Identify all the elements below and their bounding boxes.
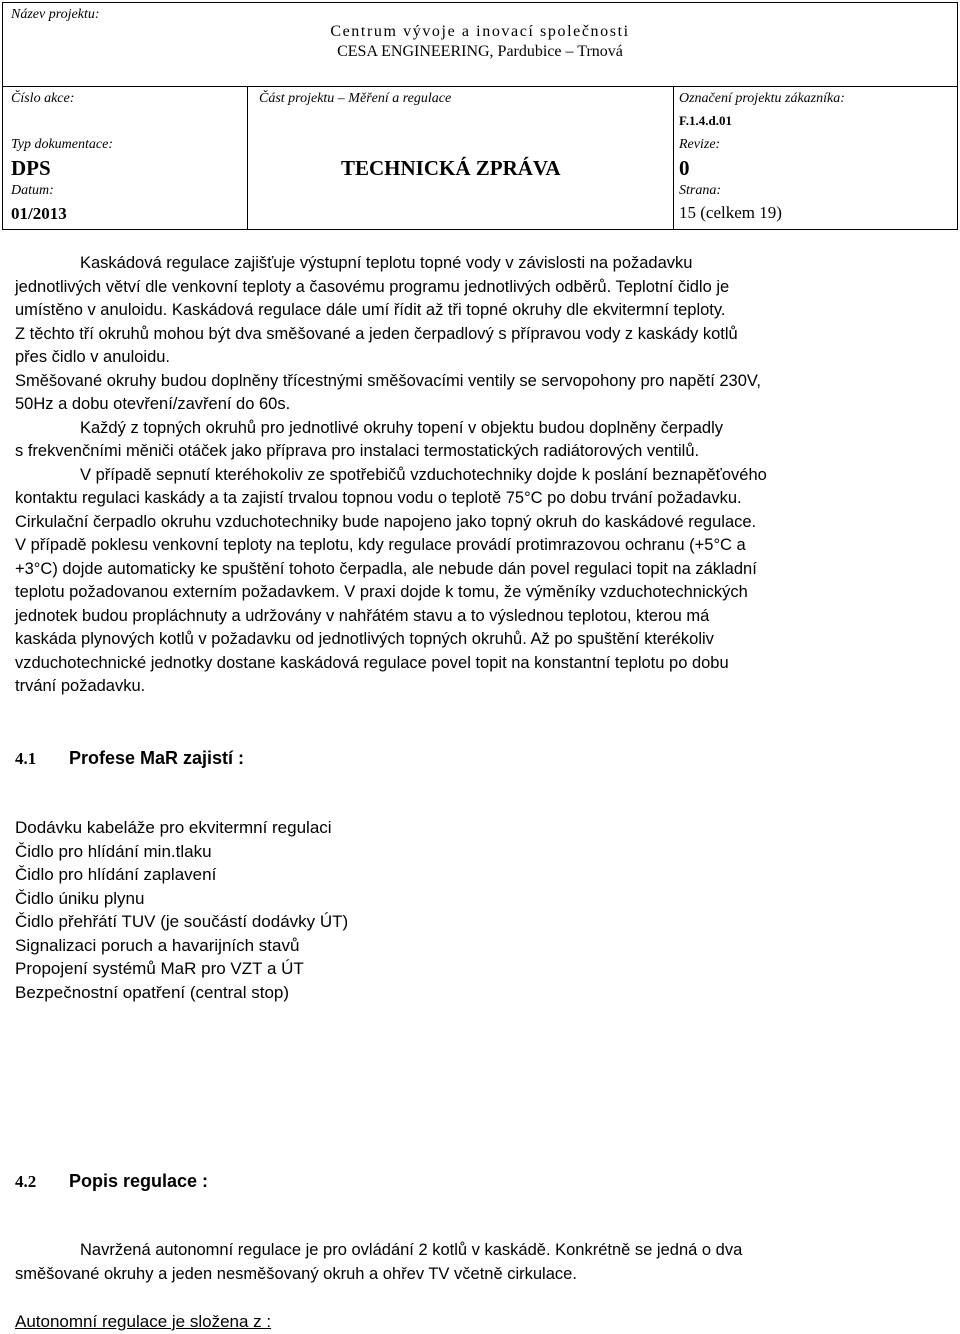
project-name-line1: Centrum vývoje a inovací společnosti <box>330 23 630 40</box>
revision-value: 0 <box>679 156 690 180</box>
date-value: 01/2013 <box>11 204 67 223</box>
paragraph-line: s frekvenčními měniči otáček jako příprava pro instalaci termostatických radiátorových ventilů. <box>15 442 700 460</box>
section-title: Popis regulace : <box>69 1171 209 1191</box>
paragraph-line: jednotek budou propláchnuty a udržovány v nahřátém stavu a to výslednou teplotou, kterou má <box>15 606 710 625</box>
paragraph-line: Směšované okruhy budou doplněny třícestnými směšovacími ventily se servopohony pro napětí 230V, <box>15 371 761 390</box>
paragraph-line: trvání požadavku. <box>15 677 146 695</box>
page-label: Strana: <box>679 183 721 198</box>
paragraph-line: vzduchotechnické jednotky dostane kaskádová regulace povel topit na konstantní teplotu po dobu <box>15 653 729 672</box>
document-header-table <box>2 2 958 230</box>
paragraph-line: směšované okruhy a jeden nesměšovaný okruh a ohřev TV včetně cirkulace. <box>15 1264 577 1283</box>
revision-label: Revize: <box>679 137 721 152</box>
date-label: Datum: <box>11 183 54 198</box>
paragraph-line: Navržená autonomní regulace je pro ovládání 2 kotlů v kaskádě. Konkrétně se jedná o dva <box>80 1241 743 1259</box>
client-designation-value: F.1.4.d.01 <box>679 113 732 128</box>
section-heading-4-1 <box>15 748 244 769</box>
paragraph-line: +3°C) dojde automaticky ke spuštění tohoto čerpadla, ale nebude dán povel regulaci topit na základní <box>15 559 757 578</box>
list-item: Dodávku kabeláže pro ekvitermní regulaci <box>15 818 332 837</box>
action-number-label: Číslo akce: <box>11 91 75 106</box>
paragraph-line: Z těchto tří okruhů mohou být dva směšované a jeden čerpadlový s přípravou vody z kaskády kotlů <box>15 324 738 343</box>
section-heading-4-2 <box>15 1171 208 1192</box>
project-name-line2: CESA ENGINEERING, Pardubice – Trnová <box>337 43 623 60</box>
doc-type-label: Typ dokumentace: <box>11 137 113 152</box>
project-part-label: Část projektu – Měření a regulace <box>259 91 452 106</box>
section-number: 4.2 <box>15 1172 37 1191</box>
project-name-label: Název projektu: <box>11 7 100 22</box>
regulation-description-paragraph-2 <box>15 1239 950 1286</box>
mar-deliverables-list <box>15 816 348 1004</box>
list-item: Čidlo přehřátí TUV (je součástí dodávky ÚT) <box>15 912 349 931</box>
paragraph-line: 50Hz a dobu otevření/zavření do 60s. <box>15 395 291 413</box>
header-divider-right <box>673 87 674 229</box>
client-designation-label: Označení projektu zákazníka: <box>679 91 845 106</box>
section-number: 4.1 <box>15 749 37 768</box>
section-title: Profese MaR zajistí : <box>69 748 245 768</box>
paragraph-line: umístěno v anuloidu. Kaskádová regulace dále umí řídit až tři topné okruhy dle ekvitermní teploty. <box>15 301 726 319</box>
header-project-row <box>3 3 957 87</box>
paragraph-line: Kaskádová regulace zajišťuje výstupní teplotu topné vody v závislosti na požadavku <box>80 254 693 272</box>
paragraph-line: V případě sepnutí kteréhokoliv ze spotřebičů vzduchotechniky dojde k poslání beznapěťového <box>80 465 767 484</box>
list-item: Čidlo pro hlídání zaplavení <box>15 865 217 884</box>
list-item: Signalizaci poruch a havarijních stavů <box>15 935 300 955</box>
subheading-regulation-composition: Autonomní regulace je složena z : <box>15 1312 272 1331</box>
doc-title: TECHNICKÁ ZPRÁVA <box>341 156 561 180</box>
paragraph-line: Každý z topných okruhů pro jednotlivé okruhy topení v objektu budou doplněny čerpadly <box>80 418 724 437</box>
paragraph-line: kaskáda plynových kotlů v požadavku od jednotlivých topných okruhů. Až po spuštění kterékoliv <box>15 630 714 648</box>
paragraph-line: jednotlivých větví dle venkovní teploty a časovému programu jednotlivých odběrů. Teplotní čidlo je <box>15 277 730 296</box>
list-item: Propojení systémů MaR pro VZT a ÚT <box>15 959 304 978</box>
paragraph-line: kontaktu regulaci kaskády a ta zajistí trvalou topnou vodu o teplotě 75°C po dobu trvání požadavku. <box>15 489 742 507</box>
paragraph-line: Cirkulační čerpadlo okruhu vzduchotechniky bude napojeno jako topný okruh do kaskádové regulace. <box>15 512 757 531</box>
page-value: 15 (celkem 19) <box>679 203 782 222</box>
list-item: Bezpečnostní opatření (central stop) <box>15 982 290 1002</box>
paragraph-line: V případě poklesu venkovní teploty na teplotu, kdy regulace provádí protimrazovou ochranu (+5°C a <box>15 536 746 554</box>
list-item: Čidlo úniku plynu <box>15 888 145 908</box>
paragraph-line: teplotu požadovanou externím požadavkem. V praxi dojde k tomu, že výměníky vzduchotechnických <box>15 583 748 601</box>
paragraph-line: přes čidlo v anuloidu. <box>15 348 171 366</box>
list-item: Čidlo pro hlídání min.tlaku <box>15 841 212 861</box>
doc-type-value: DPS <box>11 156 51 180</box>
regulation-description-paragraph <box>15 252 950 699</box>
header-divider-left <box>247 87 248 229</box>
